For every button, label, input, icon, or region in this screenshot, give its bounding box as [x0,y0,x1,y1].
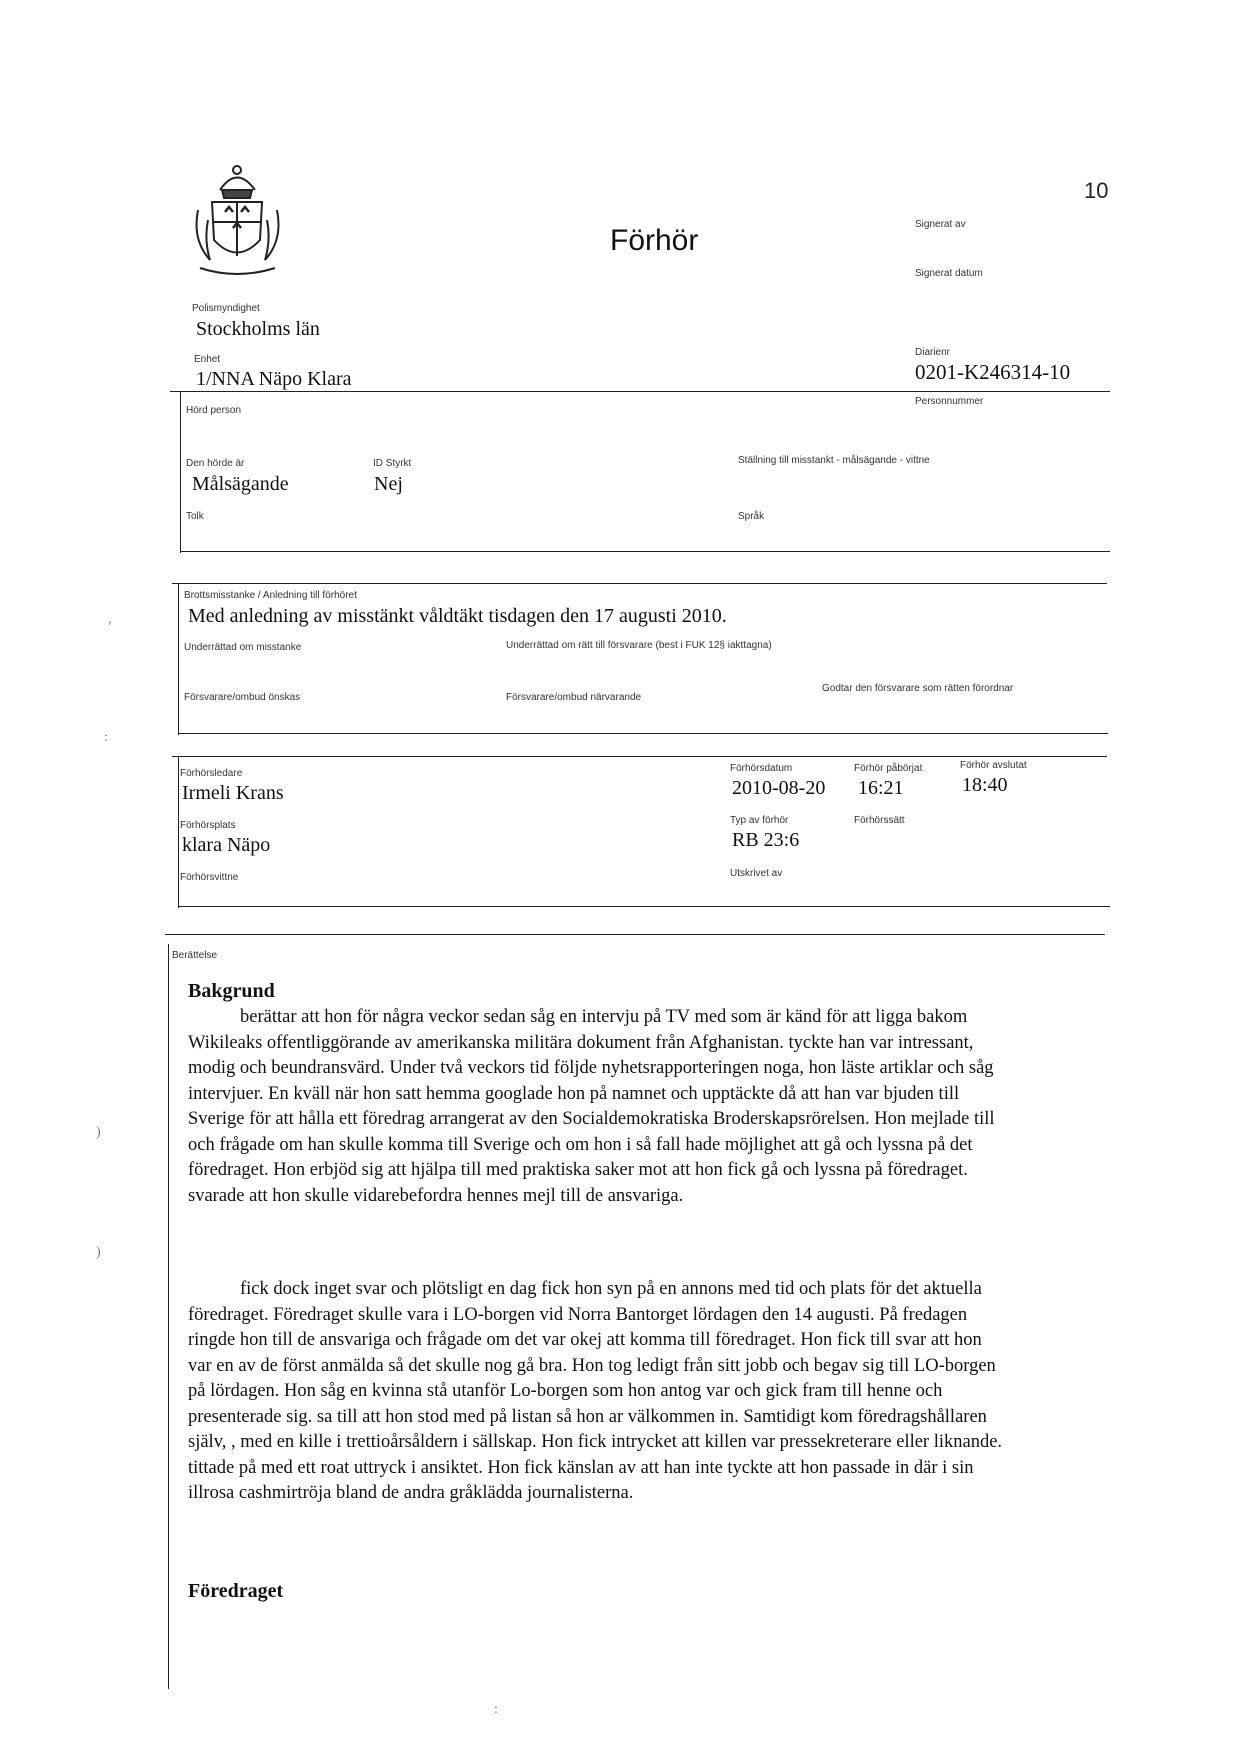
counsel-wanted-label: Försvarare/ombud önskas [184,692,301,703]
role-label: Ställning till misstankt - målsägande - vittne [738,455,930,466]
narrative-heading-background: Bakgrund [188,980,275,1002]
scan-mark: ) [96,1125,101,1140]
language-label: Språk [738,511,765,522]
witness-label: Förhörsvittne [180,872,239,883]
page-title: Förhör [610,224,699,257]
interview-type-value: RB 23:6 [732,829,800,851]
scan-mark: , [108,612,112,627]
printed-by-label: Utskrivet av [730,868,783,879]
informed-suspicion-label: Underrättad om misstanke [184,642,302,653]
case-number-value: 0201-K246314-10 [915,360,1071,384]
unit-value: 1/NNA Näpo Klara [196,368,352,390]
scan-mark: : [104,730,108,745]
interview-ended-label: Förhör avslutat [960,760,1027,771]
interview-date-label: Förhörsdatum [730,763,793,774]
narrative-label: Berättelse [172,950,218,961]
id-verified-label: ID Styrkt [373,458,412,469]
heard-as-value: Målsägande [192,473,289,495]
personal-number-label: Personnummer [915,396,984,407]
narrative-paragraph-2: fick dock inget svar och plötsligt en dag fick hon syn på en annons med tid och plats för det aktuella föredraget. Föredraget skulle vara i LO-borgen vid Norra Bantorget lördagen den 14 augusti. På fredagen ringde hon till de ansvariga och frågade om det var okej att komma till föredraget. Hon fick till svar att hon var en av de först anmälda så det skulle nog gå bra. Hon tog ledigt från sitt jobb och begav sig till LO-borgen på lördagen. Hon såg en kvinna stå utanför Lo-borgen som hon antog var och gick fram till henne och presenterade sig. sa till att hon stod med på listan så hon ar välkommen in. Samtidigt kom föredragshållaren själv, , med en kille i trettioårsåldern i sällskap. Hon fick intrycket att killen var pressekreterare eller liknande. tittade på med ett roat uttryck i ansiktet. Hon fick känslan av att han inte tyckte att hon passade in där i sin illrosa cashmirtröja bland de andra gråklädda journalisterna. [188,1279,1003,1503]
interview-started-label: Förhör påbörjat [854,763,923,774]
interview-date-value: 2010-08-20 [732,777,826,799]
interview-place-label: Förhörsplats [180,820,236,831]
narrative-heading-lecture: Föredraget [188,1580,284,1602]
scan-mark: ) [96,1245,101,1260]
interview-started-value: 16:21 [858,777,904,799]
case-number-label: Diarienr [915,347,951,358]
interview-place-value: klara Näpo [182,834,271,856]
suspicion-value: Med anledning av misstänkt våldtäkt tisdagen den 17 augusti 2010. [188,605,727,627]
authority-label: Polismyndighet [192,303,260,314]
narrative-paragraph-1: berättar att hon för några veckor sedan såg en intervju på TV med som är känd för att ligga bakom Wikileaks offentliggörande av amerikanska militära dokument från Afghanistan. tyckte han var intressant, modig och beundransvärd. Under två veckors tid följde nyhetsrapporteringen noga, hon läste artiklar och såg intervjuer. En kväll när hon satt hemma googlade hon på namnet och upptäckte då att han var bjuden till Sverige för att hålla ett föredrag arrangerat av den Socialdemokratiska Broderskapsrörelsen. Hon mejlade till och frågade om han skulle komma till Sverige och om hon i så fall hade möjlighet att gå och lyssna på det föredraget. Hon erbjöd sig att hjälpa till med praktiska saker mot att hon fick gå och lyssna på föredraget. svarade att hon skulle vidarebefordra hennes mejl till de ansvariga. [188,1007,995,1206]
interviewer-value: Irmeli Krans [182,782,284,804]
heard-as-label: Den hörde är [186,458,245,469]
authority-value: Stockholms län [196,318,320,340]
signed-date-label: Signerat datum [915,268,983,279]
swedish-police-crest-icon [190,160,285,285]
heard-person-label: Hörd person [186,405,242,416]
interview-method-label: Förhörssätt [854,815,905,826]
counsel-present-label: Försvarare/ombud närvarande [506,692,642,703]
interview-ended-value: 18:40 [962,774,1008,796]
interview-type-label: Typ av förhör [730,815,789,826]
counsel-approved-label: Godtar den försvarare som rätten förordnar [822,683,1014,694]
informed-rights-label: Underrättad om rätt till försvarare (best i FUK 12§ iakttagna) [506,640,772,651]
page-number: 10 [1084,178,1109,203]
suspicion-label: Brottsmisstanke / Anledning till förhöret [184,590,357,601]
scan-mark: : [494,1702,498,1717]
unit-label: Enhet [194,354,221,365]
interpreter-label: Tolk [186,511,204,522]
id-verified-value: Nej [374,473,403,495]
interviewer-label: Förhörsledare [180,768,243,779]
signed-by-label: Signerat av [915,219,966,230]
